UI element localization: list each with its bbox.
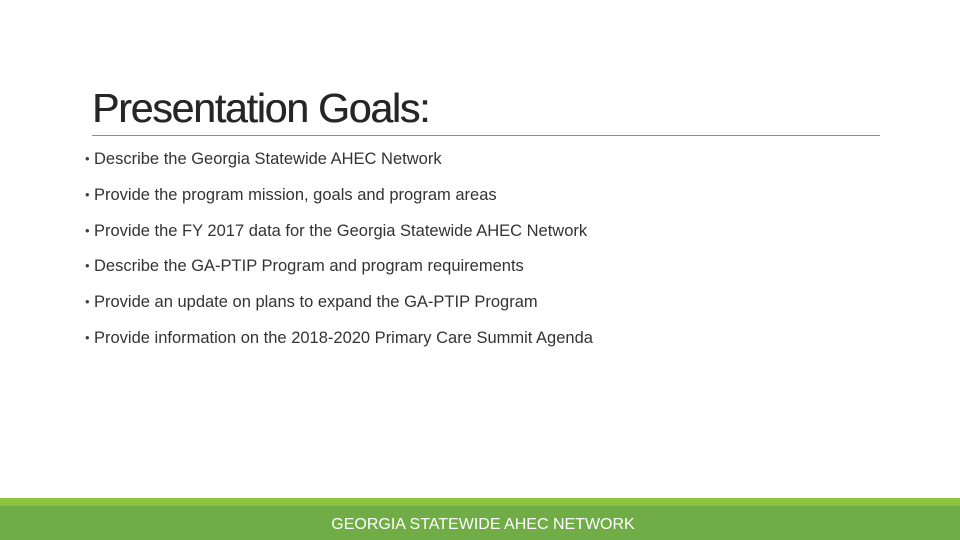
list-item <box>85 291 593 327</box>
bullet-icon: • <box>85 186 90 202</box>
bullet-icon: • <box>85 222 90 238</box>
slide-title: Presentation Goals: <box>92 85 430 131</box>
list-item-text: Describe the GA-PTIP Program and program requirements <box>94 257 524 276</box>
list-item-text: Provide information on the 2018-2020 Primary Care Summit Agenda <box>94 328 593 347</box>
title-underline <box>92 135 880 136</box>
goals-list <box>85 148 593 363</box>
bullet-icon: • <box>85 294 90 310</box>
list-item <box>85 255 593 291</box>
list-item <box>85 327 593 363</box>
list-item <box>85 184 593 220</box>
footer-title: GEORGIA STATEWIDE AHEC NETWORK <box>331 516 635 533</box>
bullet-icon: • <box>85 329 90 345</box>
footer-accent-band <box>0 498 960 506</box>
list-item <box>85 220 593 256</box>
bullet-icon: • <box>85 258 90 274</box>
list-item <box>85 148 593 184</box>
bullet-icon: • <box>85 151 90 166</box>
list-item-text: Provide an update on plans to expand the GA-PTIP Program <box>94 293 538 312</box>
list-item-text: Provide the program mission, goals and program areas <box>94 185 497 204</box>
list-item-text: Describe the Georgia Statewide AHEC Network <box>94 150 442 168</box>
list-item-text: Provide the FY 2017 data for the Georgia Statewide AHEC Network <box>94 221 588 240</box>
